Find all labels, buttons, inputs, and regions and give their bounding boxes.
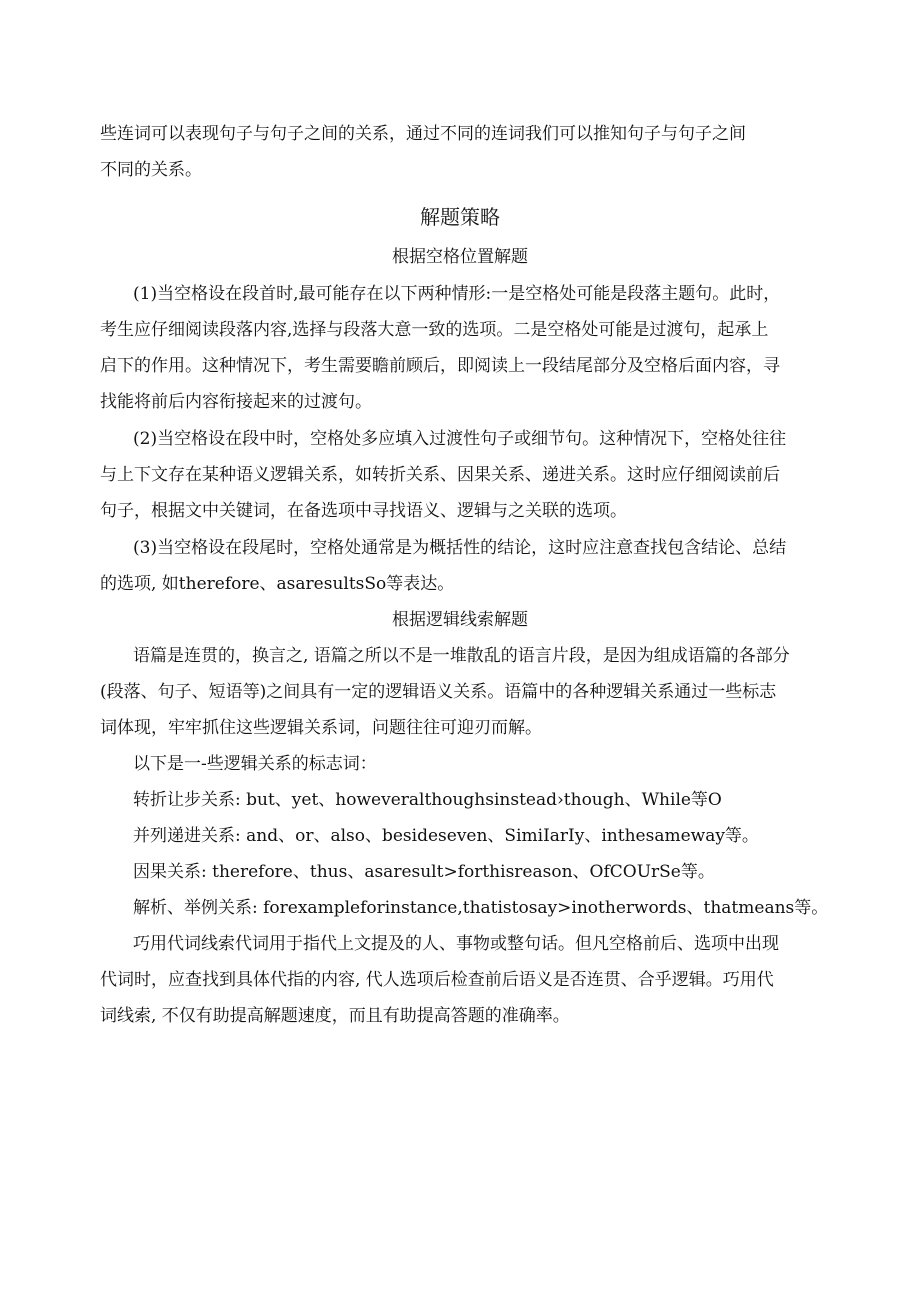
list-item: 解析、举例关系: forexampleforinstance,thatistosay>inotherwords、thatmeans等。 xyxy=(133,898,829,918)
paragraph-line: 句子，根据文中关键词，在备选项中寻找语义、逻辑与之关联的选项。 xyxy=(100,501,627,521)
list-item: 因果关系: therefore、thus、asaresult>forthisreason、OfCOUrSe等。 xyxy=(133,862,715,882)
subsection-heading-2: 根据逻辑线索解题 xyxy=(392,610,528,630)
intro-line-2: 不同的关系。 xyxy=(100,160,202,180)
list-item: 并列递进关系: and、or、also、besideseven、SimiIarIy、inthesameway等。 xyxy=(133,826,759,846)
intro-line-1: 些连词可以表现句子与句子之间的关系，通过不同的连词我们可以推知句子与句子之间 xyxy=(100,124,746,144)
paragraph-line: 找能将前后内容衔接起来的过渡句。 xyxy=(100,392,372,412)
paragraph-line: 与上下文存在某种语义逻辑关系，如转折关系、因果关系、递进关系。这时应仔细阅读前后 xyxy=(100,465,780,485)
paragraph-line: 词体现，牢牢抓住这些逻辑关系词，问题往往可迎刃而解。 xyxy=(100,718,542,738)
paragraph-line: 代词时，应查找到具体代指的内容, 代人选项后检查前后语义是否连贯、合乎逻辑。巧用代 xyxy=(100,970,774,990)
paragraph-line: 词线索, 不仅有助提高解题速度，而且有助提高答题的准确率。 xyxy=(100,1006,570,1026)
paragraph-line: (3)当空格设在段尾时，空格处通常是为概括性的结论，这时应注意查找包含结论、总结 xyxy=(133,538,787,558)
paragraph-line: (1)当空格设在段首时,最可能存在以下两种情形:一是空格处可能是段落主题句。此时， xyxy=(133,284,781,304)
paragraph-line: 考生应仔细阅读段落内容,选择与段落大意一致的选项。二是空格处可能是过渡句，起承上 xyxy=(100,320,769,340)
paragraph-line: (2)当空格设在段中时，空格处多应填入过渡性句子或细节句。这种情况下，空格处往往 xyxy=(133,429,787,449)
paragraph-line: 巧用代词线索代词用于指代上文提及的人、事物或整句话。但凡空格前后、选项中出现 xyxy=(133,934,779,954)
paragraph-line: 的选项, 如therefore、asaresultsSo等表达。 xyxy=(100,574,455,594)
section-title: 解题策略 xyxy=(420,205,500,229)
paragraph-line: 语篇是连贯的，换言之, 语篇之所以不是一堆散乱的语言片段，是因为组成语篇的各部分 xyxy=(133,646,790,666)
list-intro: 以下是一-些逻辑关系的标志词： xyxy=(133,754,377,774)
list-item: 转折让步关系: but、yet、howeveralthoughsinstead›though、While等O xyxy=(133,790,722,810)
paragraph-line: (段落、句子、短语等)之间具有一定的逻辑语义关系。语篇中的各种逻辑关系通过一些标志 xyxy=(100,682,777,702)
subsection-heading-1: 根据空格位置解题 xyxy=(392,247,528,267)
paragraph-line: 启下的作用。这种情况下，考生需要瞻前顾后，即阅读上一段结尾部分及空格后面内容，寻 xyxy=(100,356,780,376)
